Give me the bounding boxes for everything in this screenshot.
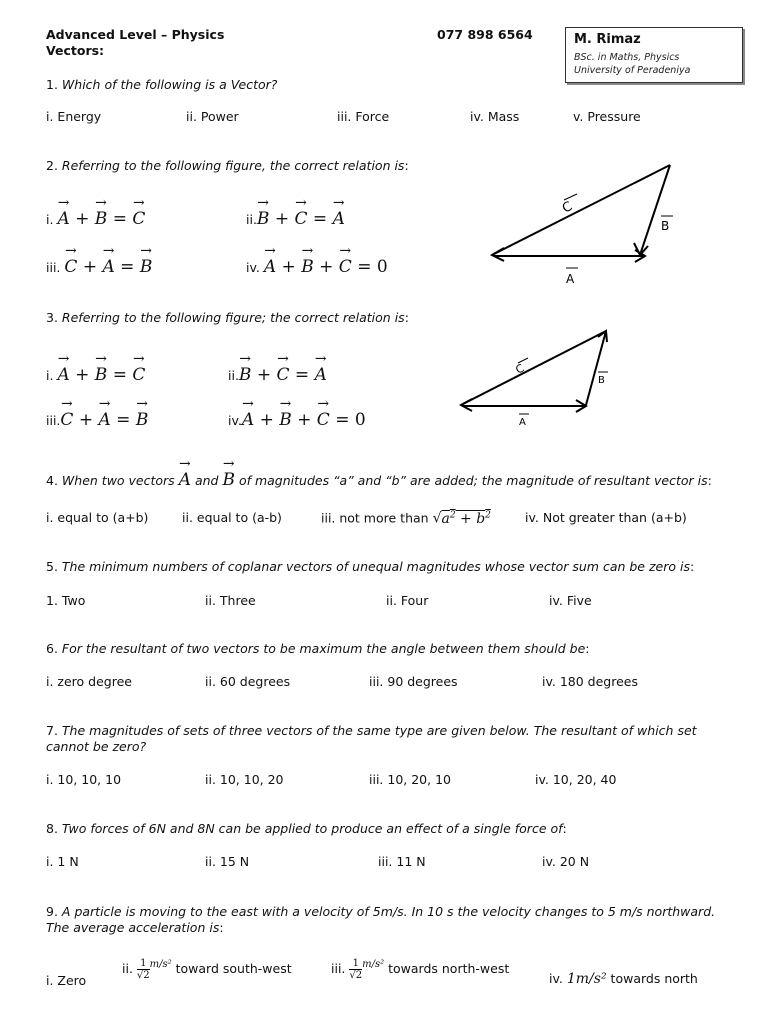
q1-option-3: iii. Force: [337, 109, 390, 124]
q2-option-3: iii. → C + → A = → B: [46, 257, 152, 277]
q5-option-1: 1. Two: [46, 593, 86, 608]
q1-option-2: ii. Power: [186, 109, 239, 124]
q7-option-2: ii. 10, 10, 20: [205, 772, 284, 787]
q3-option-4: iv.→ A + → B + → C = 0: [228, 410, 366, 430]
q3-vector-c: [461, 331, 606, 405]
q5-option-4: iv. Five: [549, 593, 592, 608]
question-2: 2. Referring to the following figure, the correct relation is:: [46, 158, 409, 173]
q5-option-2: ii. Three: [205, 593, 256, 608]
q7-option-1: i. 10, 10, 10: [46, 772, 122, 787]
q4-option-1: i. equal to (a+b): [46, 510, 149, 525]
q9-option-1: i. Zero: [46, 973, 87, 988]
q8-option-1: i. 1 N: [46, 854, 79, 869]
teacher-box: [565, 27, 743, 83]
question-1: 1. Which of the following is a Vector?: [46, 77, 278, 92]
teacher-name: M. Rimaz: [574, 32, 641, 47]
q6-option-4: iv. 180 degrees: [542, 674, 638, 689]
question-9-line-1: 9. A particle is moving to the east with a velocity of 5m/s. In 10 s the velocity changes to 5 m/s northward.: [46, 904, 716, 919]
teacher-degree: BSc. in Maths, Physics: [574, 52, 680, 63]
q5-option-3: ii. Four: [386, 593, 429, 608]
q2-triangle-figure: [480, 155, 680, 290]
topic-title: Vectors:: [46, 43, 105, 58]
q9-option-2: ii. $\frac{1}{√2}$ $^{m/s^2}$ toward south-west: [122, 958, 292, 981]
question-9-line-2: The average acceleration is:: [46, 920, 224, 935]
q3-label-a: A: [519, 417, 526, 428]
q2-vector-c: [492, 165, 670, 255]
q4-option-4: iv. Not greater than (a+b): [525, 510, 687, 525]
q8-option-4: iv. 20 N: [542, 854, 590, 869]
q9-option-3: iii. $\frac{1}{√2}$ $^{m/s^2}$ towards north-west: [331, 958, 510, 981]
q3-label-c: C: [513, 361, 527, 377]
q3-vector-b: [586, 331, 606, 405]
q7-option-3: iii. 10, 20, 10: [369, 772, 451, 787]
q2-option-2: ii.→ B + → C = → A: [246, 209, 345, 229]
q6-option-3: iii. 90 degrees: [369, 674, 458, 689]
q1-option-4: iv. Mass: [470, 109, 520, 124]
phone-number: 077 898 6564: [437, 27, 533, 42]
q2-option-1: i. → A + → B = → C: [46, 209, 145, 229]
q3-label-b: B: [598, 375, 605, 386]
question-7-line-2: cannot be zero?: [46, 739, 147, 754]
teacher-university: University of Peradeniya: [574, 65, 691, 76]
q6-option-2: ii. 60 degrees: [205, 674, 291, 689]
q3-option-2: ii.→ B + → C = → A: [228, 365, 327, 385]
q4-option-3: iii. not more than $√a^2 + b^2$: [321, 510, 491, 527]
q3-option-1: i. → A + → B = → C: [46, 365, 145, 385]
q2-label-a: A: [566, 272, 575, 286]
q1-option-1: i. Energy: [46, 109, 102, 124]
q2-label-c: C: [560, 199, 575, 217]
question-5: 5. The minimum numbers of coplanar vectors of unequal magnitudes whose vector sum can be zero is:: [46, 559, 695, 574]
q9-option-4: iv. 1m/s² towards north: [549, 971, 698, 987]
question-8: 8. Two forces of 6N and 8N can be applied to produce an effect of a single force of:: [46, 821, 567, 836]
q2-option-4: iv. → A + → B + → C = 0: [246, 257, 388, 277]
question-4: 4. When two vectors → A and → B of magnitudes “a” and “b” are added; the magnitude of resultant vector is:: [46, 470, 712, 490]
q7-option-4: iv. 10, 20, 40: [535, 772, 617, 787]
q3-option-3: iii.→ C + → A = → B: [46, 410, 148, 430]
q1-option-5: v. Pressure: [573, 109, 641, 124]
question-6: 6. For the resultant of two vectors to be maximum the angle between them should be:: [46, 641, 590, 656]
q8-option-3: iii. 11 N: [378, 854, 426, 869]
q4-option-2: ii. equal to (a-b): [182, 510, 282, 525]
course-title: Advanced Level – Physics: [46, 27, 225, 42]
q6-option-1: i. zero degree: [46, 674, 132, 689]
question-7-line-1: 7. The magnitudes of sets of three vectors of the same type are given below. The resultant of which set: [46, 723, 697, 738]
q3-triangle-figure: [452, 322, 622, 432]
q8-option-2: ii. 15 N: [205, 854, 250, 869]
q2-label-b: B: [661, 219, 670, 233]
question-3: 3. Referring to the following figure; the correct relation is:: [46, 310, 409, 325]
